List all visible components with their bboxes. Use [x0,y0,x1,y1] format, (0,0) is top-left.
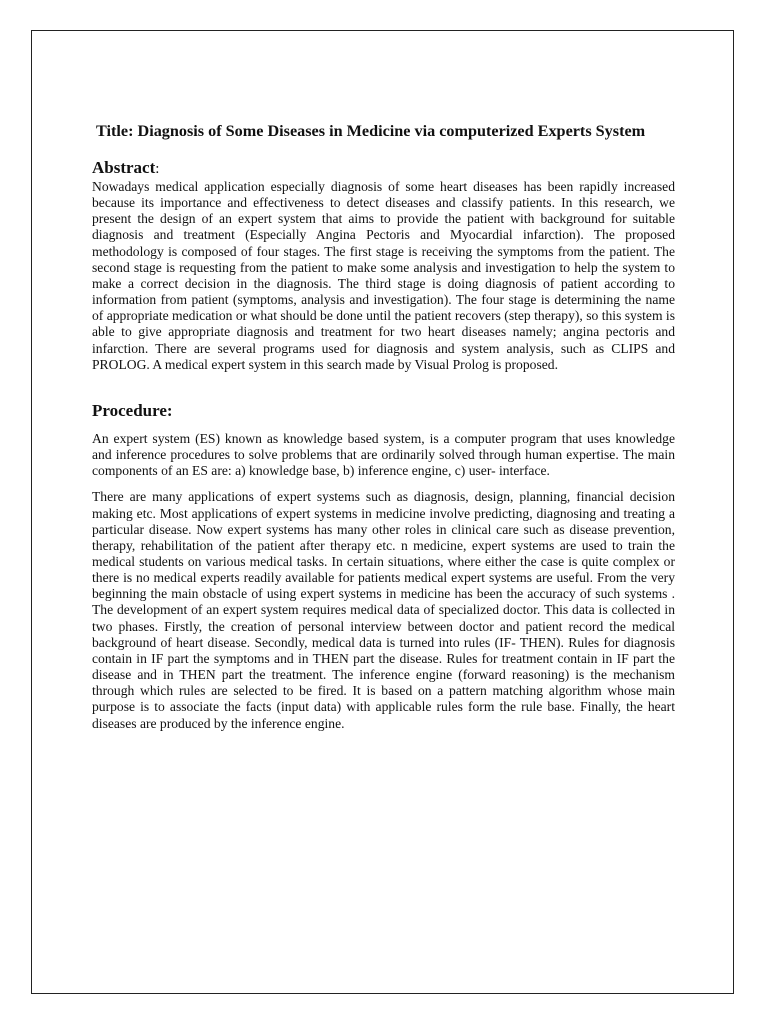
document-body [92,122,675,732]
abstract-heading [92,158,675,179]
procedure-paragraph-1: An expert system (ES) known as knowledge based system, is a computer program that uses knowledge and inference procedures to solve problems that are ordinarily solved through human expertise. The main components of an ES are: a) knowledge base, b) inference engine, c) user- interface. [92,430,675,479]
procedure-paragraph-2: There are many applications of expert systems such as diagnosis, design, planning, financial decision making etc. Most applications of expert systems in medicine involve predicting, diagnosing and treating a particular disease. Now expert systems has many other roles in clinical care such as disease prevention, therapy, rehabilitation of the patient after therapy etc. n medicine, expert systems are used to train the medical students on various medical tasks. In certain situations, where either the case is quite complex or there is no medical experts readily available for patients medical expert systems are useful. From the very beginning the main obstacle of using expert systems in medicine has been the accuracy of such systems . The development of an expert system requires medical data of specialized doctor. This data is collected in two phases. Firstly, the creation of personal interview between doctor and patient record the medical background of heart disease. Secondly, medical data is turned into rules (IF- THEN). Rules for diagnosis contain in IF part the symptoms and in THEN part the disease. Rules for treatment contain in IF part the disease and in THEN part the treatment. The inference engine (forward reasoning) is the mechanism through which rules are selected to be fired. It is based on a pattern matching algorithm whose main purpose is to associate the facts (input data) with applicable rules form the rule base. Finally, the heart diseases are produced by the inference engine. [92,489,675,731]
abstract-heading-colon: : [155,161,160,177]
abstract-heading-text: Abstract [92,158,156,177]
document-title-text: Title: Diagnosis of Some Diseases in Medicine via computerized Experts System [96,122,646,140]
document-title [92,122,675,141]
procedure-heading: Procedure: [92,400,173,420]
abstract-paragraph: Nowadays medical application especially diagnosis of some heart diseases has been rapidly increased because its importance and effectiveness to detect diseases and classify patients. In this research, we present the design of an expert system that aims to provide the patient with background for suitable diagnosis and treatment (Especially Angina Pectoris and Myocardial infarction). The proposed methodology is composed of four stages. The first stage is receiving the symptoms from the patient. The second stage is requesting from the patient to make some analysis and investigation to help the system to make a correct decision in the diagnosis. The third stage is doing diagnosis of patient according to information from patient (symptoms, analysis and investigation). The four stage is determining the name of appropriate medication or what should be done until the patient recovers (step therapy), so this system is able to give appropriate diagnosis and treatment for two heart diseases namely; angina pectoris and infarction. There are several programs used for diagnosis and system analysis, such as CLIPS and PROLOG. A medical expert system in this search made by Visual Prolog is proposed. [92,179,675,372]
